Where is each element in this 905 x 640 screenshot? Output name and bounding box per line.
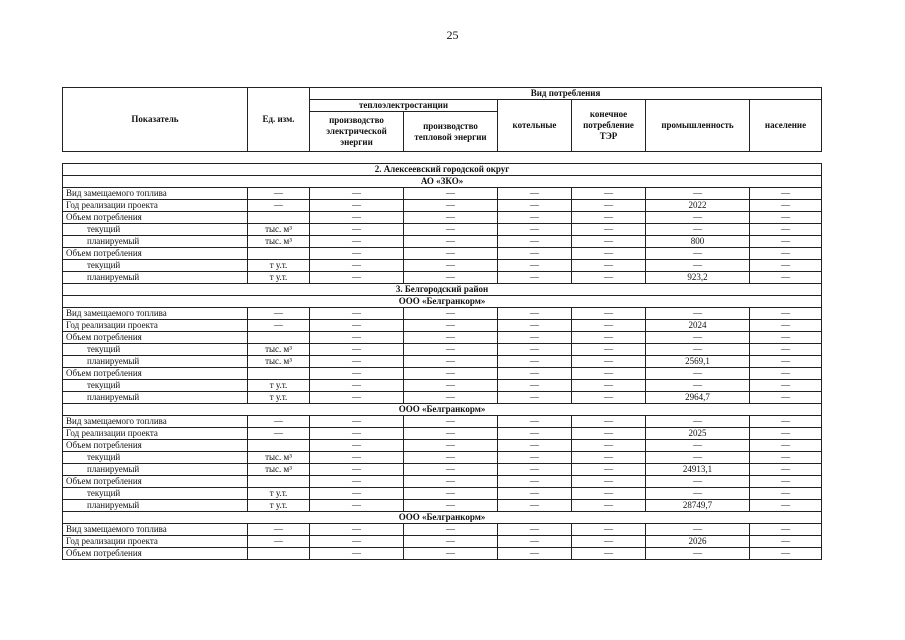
table-row <box>63 272 822 284</box>
table-row <box>63 500 822 512</box>
cell-value: — <box>572 476 646 488</box>
row-unit: тыс. м³ <box>248 356 310 368</box>
row-label: Объем потребления <box>63 368 248 380</box>
row-label: Год реализации проекта <box>63 536 248 548</box>
cell-value: — <box>310 524 404 536</box>
row-unit: тыс. м³ <box>248 344 310 356</box>
cell-value: — <box>404 260 498 272</box>
cell-value: — <box>404 536 498 548</box>
table-row <box>63 380 822 392</box>
cell-value: — <box>404 308 498 320</box>
cell-value: — <box>572 500 646 512</box>
row-unit: — <box>248 428 310 440</box>
table-row <box>63 464 822 476</box>
section-title: ООО «Белгранкорм» <box>63 296 822 308</box>
cell-value: 2025 <box>646 428 750 440</box>
row-unit: тыс. м³ <box>248 236 310 248</box>
section-title: ООО «Белгранкорм» <box>63 512 822 524</box>
cell-value: — <box>498 200 572 212</box>
cell-value: — <box>750 200 822 212</box>
row-unit <box>248 476 310 488</box>
section-row <box>63 284 822 296</box>
cell-value: — <box>750 212 822 224</box>
cell-value: — <box>310 476 404 488</box>
cell-value: — <box>310 428 404 440</box>
cell-value: 2022 <box>646 200 750 212</box>
table-row <box>63 368 822 380</box>
row-label: текущий <box>63 380 248 392</box>
cell-value: — <box>310 464 404 476</box>
cell-value: — <box>498 320 572 332</box>
table-row <box>63 524 822 536</box>
cell-value: — <box>646 332 750 344</box>
cell-value: — <box>572 548 646 560</box>
section-title: АО «ЗКО» <box>63 176 822 188</box>
cell-value: — <box>646 416 750 428</box>
cell-value: — <box>750 248 822 260</box>
cell-value: — <box>498 356 572 368</box>
cell-value: — <box>572 356 646 368</box>
row-label: Объем потребления <box>63 440 248 452</box>
row-label: Вид замещаемого топлива <box>63 308 248 320</box>
table-row <box>63 320 822 332</box>
cell-value: — <box>310 536 404 548</box>
cell-value: — <box>404 236 498 248</box>
cell-value: — <box>572 416 646 428</box>
cell-value: — <box>498 248 572 260</box>
row-unit: т у.т. <box>248 260 310 272</box>
cell-value: — <box>310 392 404 404</box>
cell-value: — <box>498 464 572 476</box>
cell-value: — <box>310 212 404 224</box>
cell-value: — <box>404 476 498 488</box>
cell-value: — <box>646 344 750 356</box>
cell-value: — <box>572 200 646 212</box>
cell-value: 24913,1 <box>646 464 750 476</box>
row-label: Год реализации проекта <box>63 200 248 212</box>
row-label: Год реализации проекта <box>63 428 248 440</box>
cell-value: — <box>646 224 750 236</box>
cell-value: — <box>750 236 822 248</box>
cell-value: — <box>310 260 404 272</box>
table-row <box>63 188 822 200</box>
cell-value: — <box>404 428 498 440</box>
cell-value: — <box>750 260 822 272</box>
section-row <box>63 176 822 188</box>
cell-value: — <box>498 212 572 224</box>
cell-value: — <box>404 224 498 236</box>
cell-value: — <box>310 356 404 368</box>
header-chp: теплоэлектростанции <box>310 100 498 112</box>
cell-value: — <box>310 440 404 452</box>
cell-value: — <box>750 548 822 560</box>
cell-value: 28749,7 <box>646 500 750 512</box>
row-unit: тыс. м³ <box>248 464 310 476</box>
cell-value: — <box>572 524 646 536</box>
cell-value: — <box>572 368 646 380</box>
cell-value: — <box>572 236 646 248</box>
cell-value: — <box>310 236 404 248</box>
row-label: Объем потребления <box>63 248 248 260</box>
cell-value: — <box>404 200 498 212</box>
cell-value: — <box>572 260 646 272</box>
cell-value: 2964,7 <box>646 392 750 404</box>
cell-value: — <box>572 464 646 476</box>
cell-value: — <box>750 488 822 500</box>
cell-value: — <box>646 212 750 224</box>
cell-value: — <box>646 248 750 260</box>
cell-value: — <box>646 308 750 320</box>
cell-value: — <box>572 188 646 200</box>
table-row <box>63 200 822 212</box>
row-unit: т у.т. <box>248 488 310 500</box>
cell-value: — <box>750 308 822 320</box>
cell-value: — <box>750 344 822 356</box>
cell-value: — <box>646 440 750 452</box>
header-boilers: котельные <box>498 100 572 152</box>
cell-value: — <box>404 368 498 380</box>
cell-value: — <box>572 440 646 452</box>
row-unit <box>248 548 310 560</box>
table-row <box>63 440 822 452</box>
cell-value: — <box>572 392 646 404</box>
cell-value: — <box>404 188 498 200</box>
cell-value: — <box>646 368 750 380</box>
cell-value: — <box>404 320 498 332</box>
table-row <box>63 224 822 236</box>
cell-value: — <box>498 500 572 512</box>
cell-value: — <box>572 248 646 260</box>
cell-value: — <box>310 320 404 332</box>
cell-value: — <box>572 428 646 440</box>
cell-value: — <box>572 224 646 236</box>
cell-value: — <box>310 452 404 464</box>
cell-value: — <box>750 356 822 368</box>
cell-value: — <box>498 188 572 200</box>
cell-value: — <box>404 548 498 560</box>
row-label: планируемый <box>63 392 248 404</box>
cell-value: — <box>404 272 498 284</box>
cell-value: — <box>750 392 822 404</box>
header-industry: промышленность <box>646 100 750 152</box>
header-population: население <box>750 100 822 152</box>
cell-value: — <box>310 188 404 200</box>
section-row <box>63 404 822 416</box>
header-chp-heat: производство тепловой энергии <box>404 112 498 152</box>
row-label: планируемый <box>63 236 248 248</box>
cell-value: — <box>750 524 822 536</box>
table-row <box>63 392 822 404</box>
cell-value: — <box>572 272 646 284</box>
cell-value: 2026 <box>646 536 750 548</box>
header-consumption-type: Вид потребления <box>310 88 822 100</box>
cell-value: — <box>750 452 822 464</box>
row-unit: т у.т. <box>248 392 310 404</box>
section-row <box>63 512 822 524</box>
table-row <box>63 260 822 272</box>
cell-value: — <box>498 476 572 488</box>
row-label: Объем потребления <box>63 332 248 344</box>
header-unit: Ед. изм. <box>248 88 310 152</box>
cell-value: — <box>404 380 498 392</box>
data-table <box>62 163 822 560</box>
cell-value: 2569,1 <box>646 356 750 368</box>
cell-value: — <box>750 380 822 392</box>
cell-value: — <box>404 488 498 500</box>
cell-value: — <box>498 272 572 284</box>
row-unit: т у.т. <box>248 272 310 284</box>
cell-value: — <box>498 416 572 428</box>
row-label: Вид замещаемого топлива <box>63 188 248 200</box>
row-label: текущий <box>63 224 248 236</box>
table-row <box>63 308 822 320</box>
cell-value: — <box>498 524 572 536</box>
cell-value: — <box>404 440 498 452</box>
cell-value: — <box>404 464 498 476</box>
section-title: 2. Алексеевский городской округ <box>63 164 822 176</box>
row-unit: тыс. м³ <box>248 224 310 236</box>
row-unit: т у.т. <box>248 500 310 512</box>
cell-value: — <box>498 440 572 452</box>
row-label: Вид замещаемого топлива <box>63 524 248 536</box>
cell-value: — <box>646 188 750 200</box>
cell-value: — <box>404 416 498 428</box>
section-title: 3. Белгородский район <box>63 284 822 296</box>
cell-value: — <box>310 488 404 500</box>
cell-value: — <box>572 308 646 320</box>
row-unit: — <box>248 524 310 536</box>
cell-value: — <box>646 524 750 536</box>
cell-value: — <box>646 260 750 272</box>
header-chp-electric: производство электрической энергии <box>310 112 404 152</box>
table-row <box>63 476 822 488</box>
cell-value: — <box>310 416 404 428</box>
row-label: Вид замещаемого топлива <box>63 416 248 428</box>
cell-value: — <box>750 332 822 344</box>
cell-value: — <box>750 428 822 440</box>
row-label: текущий <box>63 344 248 356</box>
cell-value: — <box>498 332 572 344</box>
table-row <box>63 428 822 440</box>
page-number: 25 <box>446 28 459 42</box>
cell-value: — <box>750 272 822 284</box>
cell-value: — <box>750 476 822 488</box>
cell-value: — <box>750 368 822 380</box>
row-unit <box>248 368 310 380</box>
cell-value: — <box>310 548 404 560</box>
cell-value: — <box>404 344 498 356</box>
cell-value: — <box>750 224 822 236</box>
table-header <box>62 87 822 152</box>
row-unit: — <box>248 308 310 320</box>
row-unit: — <box>248 320 310 332</box>
cell-value: — <box>404 524 498 536</box>
cell-value: — <box>646 488 750 500</box>
cell-value: — <box>750 464 822 476</box>
row-unit <box>248 332 310 344</box>
cell-value: 2024 <box>646 320 750 332</box>
cell-value: — <box>310 380 404 392</box>
cell-value: — <box>750 416 822 428</box>
cell-value: — <box>750 188 822 200</box>
row-unit: — <box>248 200 310 212</box>
cell-value: — <box>572 536 646 548</box>
table-row <box>63 488 822 500</box>
cell-value: — <box>404 356 498 368</box>
cell-value: — <box>498 392 572 404</box>
cell-value: — <box>498 308 572 320</box>
cell-value: — <box>498 380 572 392</box>
cell-value: — <box>498 428 572 440</box>
cell-value: — <box>310 272 404 284</box>
table-row <box>63 452 822 464</box>
row-label: планируемый <box>63 500 248 512</box>
row-label: текущий <box>63 260 248 272</box>
cell-value: — <box>310 332 404 344</box>
cell-value: — <box>572 488 646 500</box>
cell-value: — <box>310 368 404 380</box>
cell-value: — <box>498 344 572 356</box>
cell-value: — <box>498 224 572 236</box>
section-row <box>63 296 822 308</box>
cell-value: — <box>404 332 498 344</box>
cell-value: — <box>310 224 404 236</box>
cell-value: — <box>646 380 750 392</box>
row-label: Объем потребления <box>63 476 248 488</box>
cell-value: — <box>750 320 822 332</box>
cell-value: — <box>310 500 404 512</box>
row-unit <box>248 440 310 452</box>
row-label: текущий <box>63 452 248 464</box>
table-row <box>63 248 822 260</box>
cell-value: — <box>498 536 572 548</box>
table-row <box>63 212 822 224</box>
cell-value: — <box>310 200 404 212</box>
cell-value: 800 <box>646 236 750 248</box>
cell-value: — <box>750 440 822 452</box>
table-row <box>63 356 822 368</box>
row-unit: — <box>248 188 310 200</box>
cell-value: — <box>404 392 498 404</box>
cell-value: — <box>572 212 646 224</box>
cell-value: — <box>498 260 572 272</box>
cell-value: — <box>310 344 404 356</box>
row-label: планируемый <box>63 272 248 284</box>
cell-value: — <box>572 380 646 392</box>
cell-value: — <box>646 548 750 560</box>
cell-value: — <box>750 536 822 548</box>
row-unit <box>248 212 310 224</box>
table-row <box>63 344 822 356</box>
table-row <box>63 332 822 344</box>
cell-value: — <box>404 212 498 224</box>
cell-value: — <box>498 236 572 248</box>
cell-value: — <box>572 320 646 332</box>
header-final-consumption: конечное потребление ТЭР <box>572 100 646 152</box>
row-label: Объем потребления <box>63 212 248 224</box>
row-unit: — <box>248 536 310 548</box>
row-unit <box>248 248 310 260</box>
cell-value: — <box>310 248 404 260</box>
row-unit: тыс. м³ <box>248 452 310 464</box>
row-label: Год реализации проекта <box>63 320 248 332</box>
row-unit: — <box>248 416 310 428</box>
row-unit: т у.т. <box>248 380 310 392</box>
row-label: Объем потребления <box>63 548 248 560</box>
cell-value: — <box>572 344 646 356</box>
cell-value: — <box>404 248 498 260</box>
table-row <box>63 416 822 428</box>
cell-value: 923,2 <box>646 272 750 284</box>
cell-value: — <box>572 332 646 344</box>
cell-value: — <box>646 476 750 488</box>
table-row <box>63 548 822 560</box>
cell-value: — <box>310 308 404 320</box>
row-label: планируемый <box>63 356 248 368</box>
section-title: ООО «Белгранкорм» <box>63 404 822 416</box>
cell-value: — <box>404 500 498 512</box>
cell-value: — <box>498 488 572 500</box>
cell-value: — <box>498 548 572 560</box>
cell-value: — <box>498 452 572 464</box>
row-label: текущий <box>63 488 248 500</box>
header-indicator: Показатель <box>63 88 248 152</box>
cell-value: — <box>572 452 646 464</box>
table-row <box>63 536 822 548</box>
cell-value: — <box>646 452 750 464</box>
cell-value: — <box>750 500 822 512</box>
table-row <box>63 236 822 248</box>
section-row <box>63 164 822 176</box>
cell-value: — <box>498 368 572 380</box>
cell-value: — <box>404 452 498 464</box>
row-label: планируемый <box>63 464 248 476</box>
